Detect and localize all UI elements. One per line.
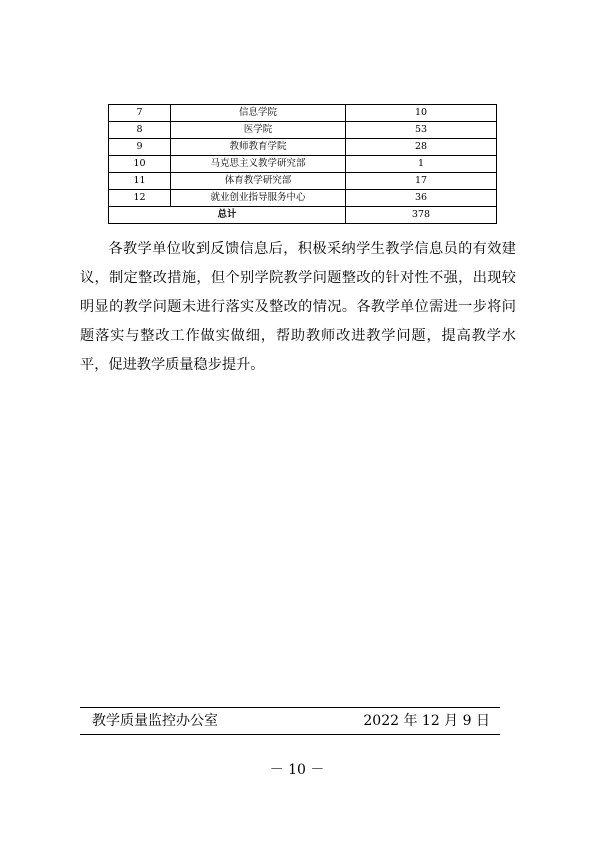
table-row [109, 173, 497, 190]
issue-count: 17 [346, 173, 497, 190]
page-number: － 10 － [269, 762, 325, 778]
issue-count: 36 [346, 190, 497, 207]
row-number: 9 [109, 139, 171, 156]
table-row [109, 156, 497, 173]
statistics-table [108, 104, 497, 224]
unit-name: 马克思主义教学研究部 [171, 156, 346, 173]
total-value: 378 [346, 207, 497, 224]
unit-name: 医学院 [171, 122, 346, 139]
body-paragraph: 各教学单位收到反馈信息后，积极采纳学生教学信息员的有效建议，制定整改措施，但个别学院教学问题整改的针对性不强，出现较明显的教学问题未进行落实及整改的情况。各教学单位需进一步将问题落实与整改工作做实做细，帮助教师改进教学问题，提高教学水平，促进教学质量稳步提升。 [80, 241, 516, 373]
row-number: 8 [109, 122, 171, 139]
unit-name: 教师教育学院 [171, 139, 346, 156]
table-row [109, 105, 497, 122]
footer-divider-top [80, 707, 500, 708]
unit-name: 就业创业指导服务中心 [171, 190, 346, 207]
issue-count: 28 [346, 139, 497, 156]
unit-name: 信息学院 [171, 105, 346, 122]
total-label: 总计 [109, 207, 346, 224]
issue-date: 2022 年 12 月 9 日 [363, 713, 490, 729]
row-number: 12 [109, 190, 171, 207]
table-row [109, 122, 497, 139]
issue-count: 10 [346, 105, 497, 122]
issue-count: 53 [346, 122, 497, 139]
table-row [109, 190, 497, 207]
issuing-office: 教学质量监控办公室 [92, 713, 218, 729]
row-number: 10 [109, 156, 171, 173]
total-row [109, 207, 497, 224]
row-number: 7 [109, 105, 171, 122]
table-row [109, 139, 497, 156]
unit-name: 体育教学研究部 [171, 173, 346, 190]
issue-count: 1 [346, 156, 497, 173]
row-number: 11 [109, 173, 171, 190]
footer-divider-bottom [80, 734, 500, 735]
